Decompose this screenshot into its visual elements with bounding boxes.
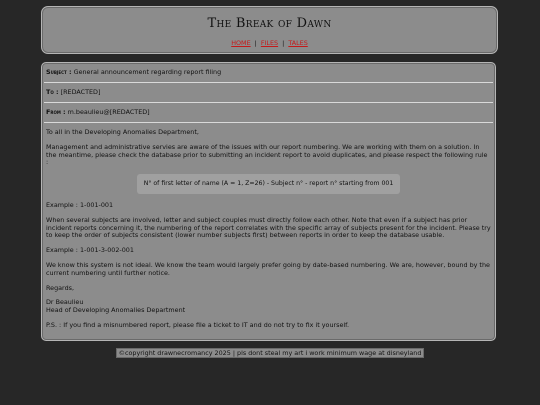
- memo-to-row: [46, 83, 491, 100]
- memo-to-key: To :: [46, 88, 59, 96]
- memo-postscript: P.S. : If you find a misnumbered report, please file a ticket to IT and do not try to fix it yourself.: [46, 320, 349, 329]
- nav-separator: |: [254, 39, 257, 47]
- memo-regards: Regards,: [46, 283, 74, 292]
- memo-to-value: [REDACTED]: [60, 88, 101, 96]
- memo-subject-key: Subject :: [46, 68, 72, 76]
- main-nav: [42, 39, 497, 47]
- memo-paragraph: When several subjects are involved, letter and subject couples must directly follow each other. Note that even if a subject has prior incident reports concerning it, the numbering of the report correlates with the specific array of subjects present for the incident. Please try to keep the order of subjects consistent (lower number subjects first) between reports in order to keep the database usable.: [46, 215, 491, 240]
- signature-name: Dr Beaulieu: [46, 298, 84, 307]
- nav-link-files[interactable]: FILES: [260, 39, 279, 47]
- memo-example: Example : 1-001-3-002-001: [46, 246, 134, 255]
- memo-example: Example : 1-001-001: [46, 200, 114, 209]
- nav-link-home[interactable]: HOME: [231, 39, 251, 47]
- memo-paragraph: We know this system is not ideal. We know the team would largely prefer going by date-based numbering. We are, however, bound by the current numbering until further notice.: [46, 260, 490, 277]
- memo-from-value: m.beaulieu@[REDACTED]: [67, 108, 150, 116]
- nav-separator: |: [282, 39, 285, 47]
- site-title: The Break of Dawn: [207, 16, 332, 31]
- memo-body: [46, 123, 491, 330]
- memo-signature: [46, 299, 491, 315]
- numbering-rule-box: N° of first letter of name (A = 1, Z=26) - Subject n° - report n° starting from 001: [137, 174, 401, 194]
- signature-title: Head of Developing Anomalies Department: [46, 306, 186, 315]
- memo-from-key: From :: [46, 108, 66, 116]
- nav-link-tales[interactable]: TALES: [288, 39, 308, 47]
- memo-subject-value: General announcement regarding report filing: [73, 68, 222, 76]
- site-header: [41, 6, 498, 54]
- memo-from-row: [46, 103, 491, 120]
- page-footer: [0, 349, 540, 357]
- memo-greeting: To all in the Developing Anomalies Department,: [46, 128, 199, 136]
- footer-copyright: ©copyright drawnecromancy 2025 | pls dont steal my art i work minimum wage at disneyland: [116, 348, 425, 358]
- memo-paragraph: Management and administrative servies are aware of the issues with our report numbering. We are working with them on a solution. In the meantime, please check the database prior to submitting an incident report to avoid duplicates, and please respect the following rule :: [46, 142, 488, 167]
- memo-panel: [41, 62, 496, 341]
- memo-subject-row: [46, 63, 491, 80]
- rule-box-wrapper: [46, 174, 491, 194]
